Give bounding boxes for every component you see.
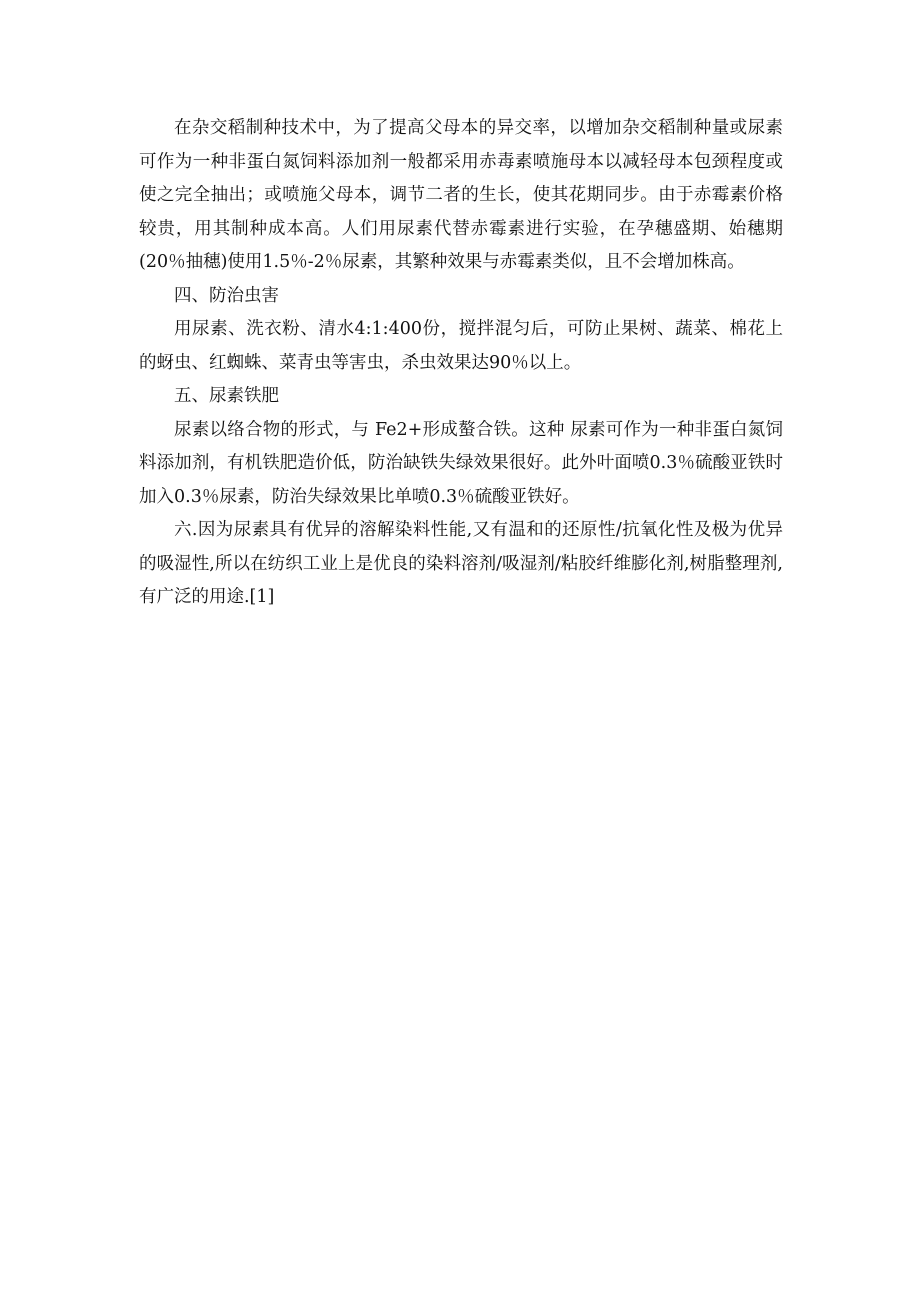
paragraph-pest-control: 用尿素、洗衣粉、清水4:1:400份，搅拌混匀后，可防止果树、蔬菜、棉花上的蚜虫、红蜘蛛、菜青虫等害虫，杀虫效果达90％以上。 [139,319,783,373]
paragraph-hybrid-rice: 在杂交稻制种技术中，为了提高父母本的异交率，以增加杂交稻制种量或尿素可作为一种非蛋白氮饲料添加剂一般都采用赤毒素喷施母本以减轻母本包颈程度或使之完全抽出；或喷施父母本，调节二者的生长，使其花期同步。由于赤霉素价格较贵，用其制种成本高。人们用尿素代替赤霉素进行实验，在孕穗盛期、始穗期(20％抽穗)使用1.5％-2％尿素，其繁种效果与赤霉素类似，且不会增加株高。 [139,118,783,272]
document-body [139,112,783,615]
paragraph-textile-industry: 六.因为尿素具有优异的溶解染料性能,又有温和的还原性/抗氧化性及极为优异的吸湿性,所以在纺织工业上是优良的染料溶剂/吸湿剂/粘胶纤维膨化剂,树脂整理剂,有广泛的用途.[1] [139,520,783,607]
section-heading-urea-iron-fertilizer: 五、尿素铁肥 [174,386,279,406]
paragraph-urea-iron-fertilizer: 尿素以络合物的形式，与 Fe2+形成螯合铁。这种 尿素可作为一种非蛋白氮饲料添加剂，有机铁肥造价低，防治缺铁失绿效果很好。此外叶面喷0.3％硫酸亚铁时加入0.3％尿素，防治失绿效果比单喷0.3％硫酸亚铁好。 [139,419,784,507]
section-heading-pest-control: 四、防治虫害 [174,285,279,306]
